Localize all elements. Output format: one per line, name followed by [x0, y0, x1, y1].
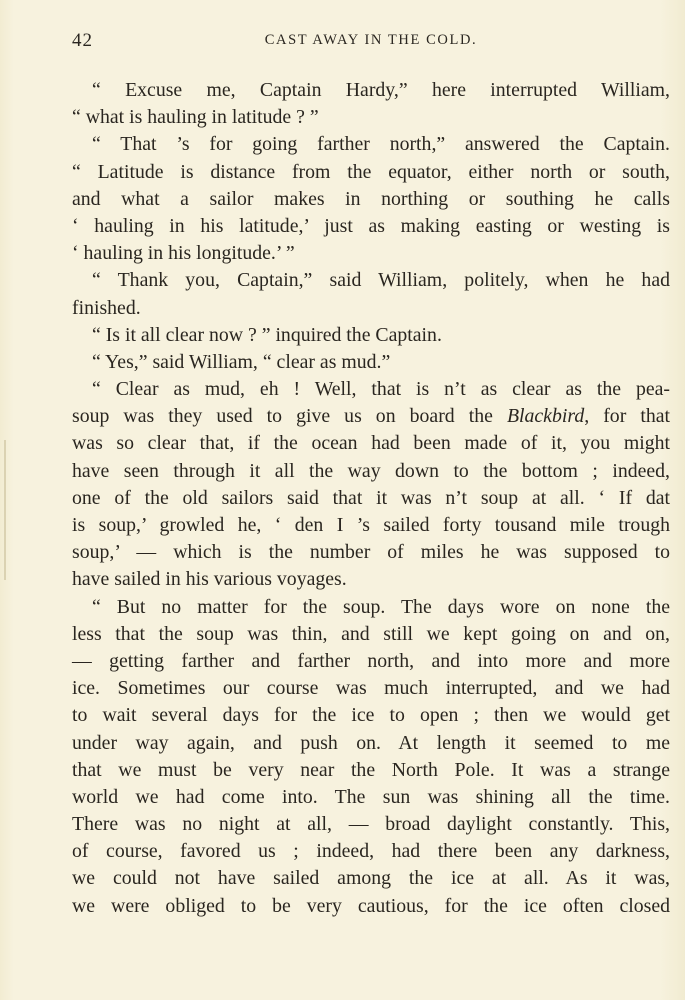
- text-line: have seen through it all the way down to the bottom ; indeed,: [72, 459, 670, 482]
- text-line: “ Yes,” said William, “ clear as mud.”: [92, 350, 391, 373]
- text-line: — getting farther and farther north, and into more and more: [72, 649, 670, 672]
- text-line: “ Excuse me, Captain Hardy,” here interrupted William,: [92, 79, 670, 101]
- page-edge-shadow: [4, 440, 6, 580]
- text-line: one of the old sailors said that it was n’t soup at all. ‘ If dat: [72, 486, 670, 509]
- text-line: finished.: [72, 296, 141, 319]
- text-line: is soup,’ growled he, ‘ den I ’s sailed forty tousand mile trough: [72, 514, 670, 536]
- page-number: 42: [72, 30, 93, 51]
- italic-ship-name: Blackbird: [506, 405, 585, 428]
- text-line: world we had come into. The sun was shining all the time.: [72, 785, 670, 808]
- text-line: “ what is hauling in latitude ? ”: [72, 106, 319, 129]
- text-line: soup,’ — which is the number of miles he was supposed to: [72, 541, 670, 564]
- text-line: that we must be very near the North Pole. It was a strange: [72, 758, 670, 781]
- text-line: was so clear that, if the ocean had been made of it, you might: [72, 432, 670, 455]
- text-line: of course, favored us ; indeed, had there been any darkness,: [72, 840, 670, 863]
- text-line: [72, 403, 670, 430]
- text-line: “ That ’s for going farther north,” answered the Captain.: [92, 133, 670, 156]
- page-header: [72, 30, 670, 58]
- text-line: “ Is it all clear now ? ” inquired the Captain.: [92, 323, 442, 346]
- text-line: and what a sailor makes in northing or southing he calls: [72, 187, 670, 210]
- text-line: we were obliged to be very cautious, for the ice often closed: [72, 894, 670, 917]
- text-segment: , for that: [584, 405, 670, 428]
- text-line: ‘ hauling in his latitude,’ just as making easting or westing is: [72, 214, 670, 237]
- text-line: less that the soup was thin, and still we kept going on and on,: [72, 622, 670, 645]
- text-line: under way again, and push on. At length it seemed to me: [72, 731, 670, 754]
- text-line: “ Thank you, Captain,” said William, politely, when he had: [92, 269, 670, 292]
- text-line: to wait several days for the ice to open ; then we would get: [72, 704, 670, 727]
- text-line: we could not have sailed among the ice at all. As it was,: [72, 867, 670, 890]
- text-line: have sailed in his various voyages.: [72, 568, 347, 591]
- text-line: There was no night at all, — broad daylight constantly. This,: [72, 813, 670, 836]
- running-head: CAST AWAY IN THE COLD.: [264, 32, 478, 48]
- text-line: “ Clear as mud, eh ! Well, that is n’t as clear as the pea-: [92, 378, 670, 401]
- text-line: “ But no matter for the soup. The days wore on none the: [92, 595, 670, 618]
- text-line: ice. Sometimes our course was much interrupted, and we had: [72, 677, 670, 700]
- body-text: [72, 77, 670, 920]
- text-line: “ Latitude is distance from the equator, either north or south,: [72, 160, 670, 183]
- text-line: ‘ hauling in his longitude.’ ”: [72, 242, 295, 265]
- text-segment: soup was they used to give us on board the: [72, 405, 507, 428]
